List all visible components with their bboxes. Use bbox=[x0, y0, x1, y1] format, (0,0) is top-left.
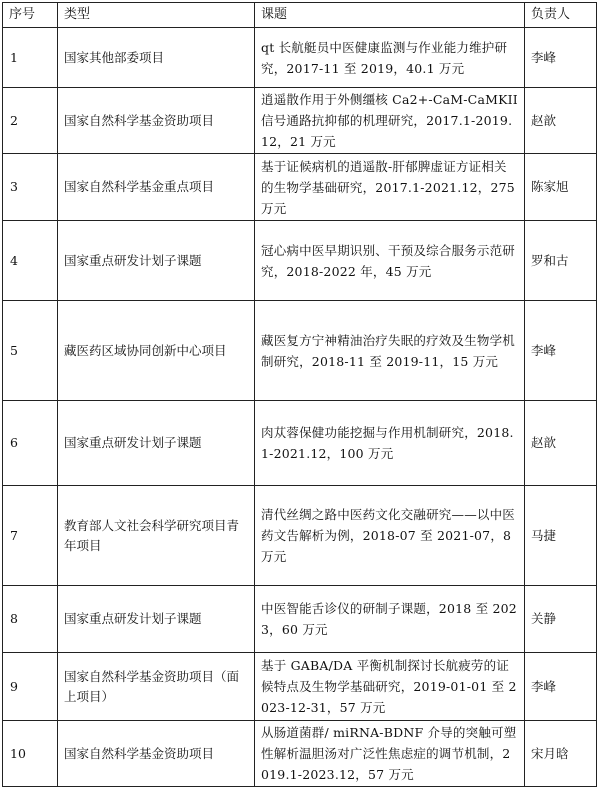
row-number: 6 bbox=[3, 401, 58, 486]
row-number: 7 bbox=[3, 486, 58, 586]
header-number: 序号 bbox=[3, 3, 58, 28]
row-number: 5 bbox=[3, 301, 58, 401]
table-row bbox=[3, 88, 597, 154]
row-number: 4 bbox=[3, 221, 58, 301]
table-row bbox=[3, 301, 597, 401]
table-row bbox=[3, 154, 597, 221]
row-lead: 罗和古 bbox=[525, 221, 597, 301]
row-topic: qt 长航艇员中医健康监测与作业能力维护研究，2017-11 至 2019，40.1 万元 bbox=[255, 28, 525, 88]
row-topic: 从肠道菌群/ miRNA-BDNF 介导的突触可塑性解析温胆汤对广泛性焦虑症的调节机制，2019.1-2023.12，57 万元 bbox=[255, 721, 525, 787]
row-lead: 赵歆 bbox=[525, 401, 597, 486]
table-header-row bbox=[3, 3, 597, 28]
row-type: 国家重点研发计划子课题 bbox=[58, 401, 255, 486]
table-row bbox=[3, 586, 597, 653]
row-number: 1 bbox=[3, 28, 58, 88]
table-row bbox=[3, 653, 597, 721]
row-lead: 赵歆 bbox=[525, 88, 597, 154]
row-type: 国家自然科学基金资助项目 bbox=[58, 721, 255, 787]
row-type: 国家自然科学基金资助项目 bbox=[58, 88, 255, 154]
row-lead: 李峰 bbox=[525, 653, 597, 721]
row-topic: 基于 GABA/DA 平衡机制探讨长航疲劳的证候特点及生物学基础研究，2019-01-01 至 2023-12-31，57 万元 bbox=[255, 653, 525, 721]
row-type: 教育部人文社会科学研究项目青年项目 bbox=[58, 486, 255, 586]
row-topic: 清代丝绸之路中医药文化交融研究——以中医药文告解析为例，2018-07 至 2021-07，8 万元 bbox=[255, 486, 525, 586]
table-row bbox=[3, 28, 597, 88]
table-row bbox=[3, 486, 597, 586]
row-lead: 李峰 bbox=[525, 28, 597, 88]
row-topic: 逍遥散作用于外侧缰核 Ca2+-CaM-CaMKII 信号通路抗抑郁的机理研究，2017.1-2019.12，21 万元 bbox=[255, 88, 525, 154]
table-row bbox=[3, 221, 597, 301]
row-type: 藏医药区域协同创新中心项目 bbox=[58, 301, 255, 401]
row-lead: 马捷 bbox=[525, 486, 597, 586]
row-type: 国家其他部委项目 bbox=[58, 28, 255, 88]
row-number: 3 bbox=[3, 154, 58, 221]
row-topic: 冠心病中医早期识别、干预及综合服务示范研究，2018-2022 年，45 万元 bbox=[255, 221, 525, 301]
row-lead: 李峰 bbox=[525, 301, 597, 401]
header-type: 类型 bbox=[58, 3, 255, 28]
table-row bbox=[3, 721, 597, 787]
row-topic: 藏医复方宁神精油治疗失眠的疗效及生物学机制研究，2018-11 至 2019-11，15 万元 bbox=[255, 301, 525, 401]
project-table bbox=[2, 2, 597, 787]
header-topic: 课题 bbox=[255, 3, 525, 28]
header-lead: 负责人 bbox=[525, 3, 597, 28]
row-number: 10 bbox=[3, 721, 58, 787]
document-page bbox=[2, 2, 596, 787]
row-lead: 宋月晗 bbox=[525, 721, 597, 787]
row-number: 2 bbox=[3, 88, 58, 154]
row-type: 国家重点研发计划子课题 bbox=[58, 221, 255, 301]
row-topic: 基于证候病机的逍遥散-肝郁脾虚证方证相关的生物学基础研究，2017.1-2021.12，275 万元 bbox=[255, 154, 525, 221]
row-lead: 关静 bbox=[525, 586, 597, 653]
row-number: 9 bbox=[3, 653, 58, 721]
row-type: 国家重点研发计划子课题 bbox=[58, 586, 255, 653]
row-lead: 陈家旭 bbox=[525, 154, 597, 221]
row-topic: 肉苁蓉保健功能挖掘与作用机制研究，2018.1-2021.12，100 万元 bbox=[255, 401, 525, 486]
row-topic: 中医智能舌诊仪的研制子课题，2018 至 2023，60 万元 bbox=[255, 586, 525, 653]
table-row bbox=[3, 401, 597, 486]
row-type: 国家自然科学基金重点项目 bbox=[58, 154, 255, 221]
row-type: 国家自然科学基金资助项目（面上项目） bbox=[58, 653, 255, 721]
row-number: 8 bbox=[3, 586, 58, 653]
